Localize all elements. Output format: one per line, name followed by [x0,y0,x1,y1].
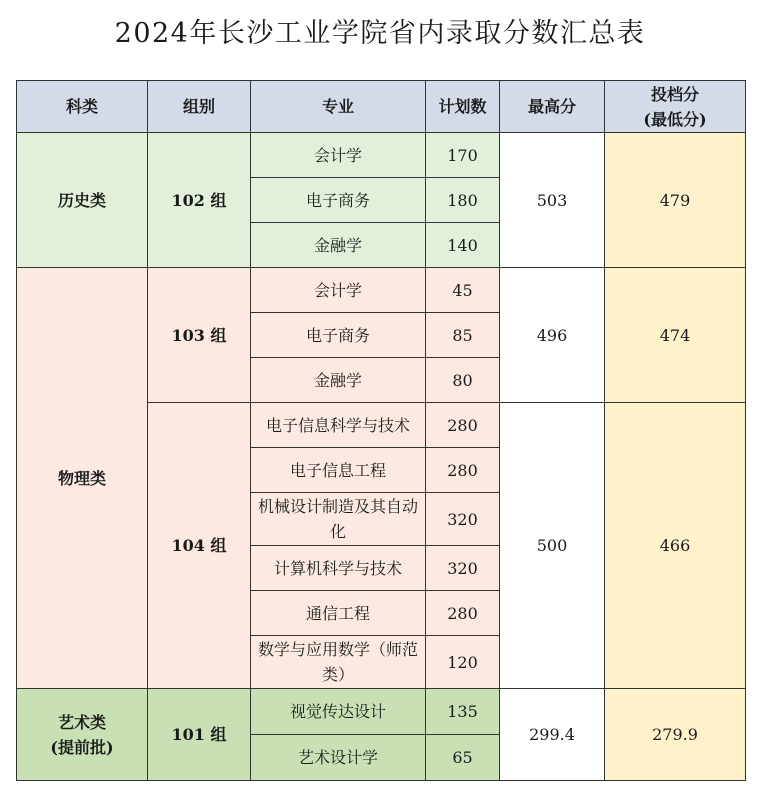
group-cell-102: 102 组 [148,133,251,268]
admission-score-table [16,80,746,781]
plan-cell: 85 [426,313,500,358]
category-cell-physics: 物理类 [17,268,148,689]
table-header-row [17,81,746,133]
group-cell-101: 101 组 [148,689,251,781]
plan-cell: 180 [426,178,500,223]
major-cell: 电子商务 [251,178,426,223]
major-cell: 数学与应用数学（师范类） [251,636,426,689]
major-cell: 机械设计制造及其自动化 [251,493,426,546]
plan-cell: 170 [426,133,500,178]
min-score-cell: 474 [605,268,746,403]
plan-cell: 280 [426,448,500,493]
major-cell: 会计学 [251,268,426,313]
plan-cell: 120 [426,636,500,689]
major-cell: 会计学 [251,133,426,178]
major-cell: 电子信息科学与技术 [251,403,426,448]
category-art-line2: (提前批) [50,737,114,757]
plan-cell: 280 [426,403,500,448]
plan-cell: 320 [426,493,500,546]
group-cell-103: 103 组 [148,268,251,403]
min-score-cell: 466 [605,403,746,689]
table-row [17,268,746,313]
max-score-cell: 500 [500,403,605,689]
header-major: 专业 [251,81,426,133]
page-title: 2024年长沙工业学院省内录取分数汇总表 [114,18,646,49]
header-category: 科类 [17,81,148,133]
max-score-cell: 299.4 [500,689,605,781]
category-cell-art [17,689,148,781]
header-min-score [605,81,746,133]
plan-cell: 280 [426,591,500,636]
min-score-cell: 479 [605,133,746,268]
plan-cell: 140 [426,223,500,268]
min-score-cell: 279.9 [605,689,746,781]
major-cell: 视觉传达设计 [251,689,426,735]
major-cell: 通信工程 [251,591,426,636]
major-cell: 艺术设计学 [251,735,426,781]
max-score-cell: 496 [500,268,605,403]
major-cell: 金融学 [251,358,426,403]
header-max-score: 最高分 [500,81,605,133]
plan-cell: 45 [426,268,500,313]
table-row [17,689,746,735]
table-row [17,133,746,178]
max-score-cell: 503 [500,133,605,268]
plan-cell: 135 [426,689,500,735]
major-cell: 电子信息工程 [251,448,426,493]
header-plan: 计划数 [426,81,500,133]
category-art-line1: 艺术类 [57,712,106,732]
header-min-line1: 投档分 [650,84,699,104]
category-cell-history: 历史类 [17,133,148,268]
group-cell-104: 104 组 [148,403,251,689]
plan-cell: 80 [426,358,500,403]
header-group: 组别 [148,81,251,133]
major-cell: 电子商务 [251,313,426,358]
plan-cell: 320 [426,546,500,591]
major-cell: 计算机科学与技术 [251,546,426,591]
major-cell: 金融学 [251,223,426,268]
plan-cell: 65 [426,735,500,781]
header-min-line2: (最低分) [643,109,707,129]
